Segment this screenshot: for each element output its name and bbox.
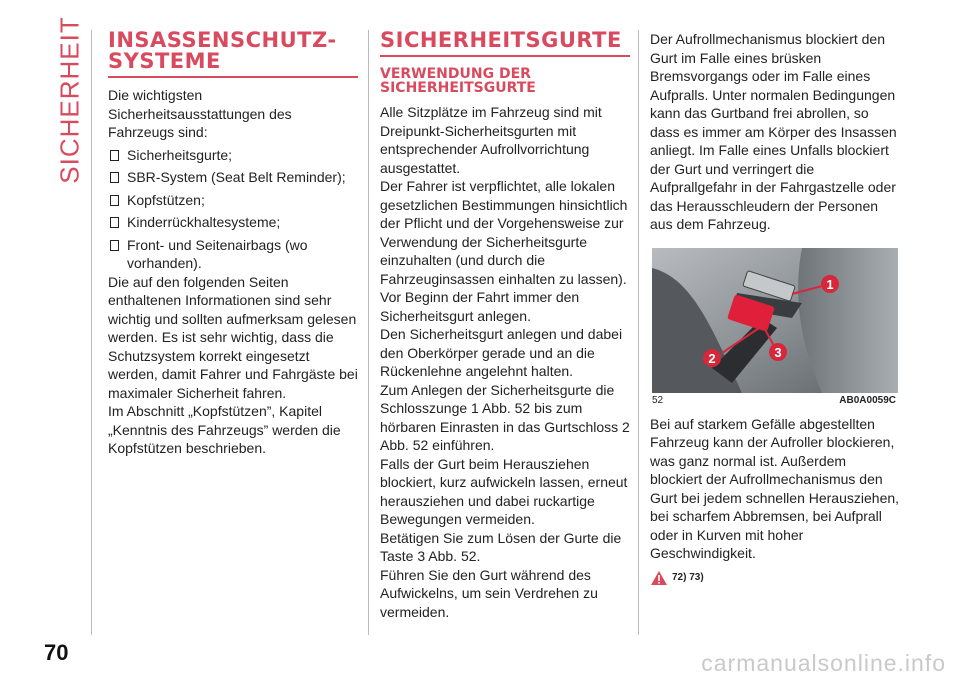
paragraph: Der Fahrer ist verpflichtet, alle lokalen gesetzlichen Bestimmungen hinsichtlich der Pflicht und der Vorgehensweise zur Verwendung der Sicherheitsgurte einzuhalten (und durch die Fahrzeuginsassen einhalten zu lassen). [380,178,628,287]
paragraph: Den Sicherheitsgurt anlegen und dabei den Oberkörper gerade und an die Rückenlehne angelehnt halten. [380,326,623,379]
list-item: Kinderrückhaltesysteme; [108,213,358,232]
heading-rule [108,76,358,78]
figure-code: AB0A0059C [839,394,896,406]
paragraph: Betätigen Sie zum Lösen der Gurte die Taste 3 Abb. 52. [380,529,622,564]
column-divider [638,30,639,635]
bullet-list [108,146,358,273]
column-insassenschutz [108,30,358,458]
paragraph-gefaelle: Bei auf starkem Gefälle abgestellten Fahrzeug kann der Aufroller blockieren, was ganz normal ist. Außerdem blockiert der Aufrollmechanismus den Gurt bei jedem schnellen Herausziehen, bei scharfem Abbremsen, bei Aufprall oder in Kurven mit hoher Geschwindigkeit. [650,415,900,561]
column-divider [368,30,369,635]
figure-caption [652,395,896,407]
warning-references: 72) 73) [650,569,900,588]
intro-text: Die wichtigsten Sicherheitsausstattungen des Fahrzeugs sind: [108,87,292,140]
subheading-verwendung: VERWENDUNG DER SICHERHEITSGURTE [380,66,536,96]
paragraph: Zum Anlegen der Sicherheitsgurte die Schlosszunge 1 Abb. 52 bis zum hörbaren Einrasten in das Gurtschloss 2 Abb. 52 einführen. [380,381,630,453]
svg-text:2: 2 [708,350,716,366]
paragraph: Vor Beginn der Fahrt immer den Sicherheitsgurt anlegen. [380,289,580,324]
checkbox-icon [110,240,119,251]
checkbox-icon [110,150,119,161]
paragraph: Falls der Gurt beim Herausziehen blockiert, kurz aufwickeln lassen, erneut herausziehen und dabei ruckartige Bewegungen vermeiden. [380,455,628,527]
heading-sicherheitsgurte: SICHERHEITSGURTE [380,28,622,52]
list-item: Kopfstützen; [108,191,358,210]
figure-number: 52 [652,394,664,406]
column-aufrollmechanismus [650,30,900,587]
page-number: 70 [44,640,69,665]
watermark: carmanualsonline.info [701,650,946,676]
checkbox-icon [110,195,119,206]
paragraph: Führen Sie den Gurt während des Aufwickelns, um sein Verdrehen zu vermeiden. [380,566,598,620]
heading-rule [380,55,630,57]
list-item: Front- und Seitenairbags (wo vorhanden). [108,236,358,273]
checkbox-icon [110,217,119,228]
heading-insassenschutz: INSASSENSCHUTZ-SYSTEME [108,28,337,73]
svg-text:3: 3 [774,344,782,360]
section-label: SICHERHEIT [54,16,85,184]
paragraph: Alle Sitzplätze im Fahrzeug sind mit Dreipunkt-Sicherheitsgurten mit entsprechender Aufrollvorrichtung ausgestattet. [380,104,602,176]
paragraph-kopfstuetzen: Im Abschnitt „Kopfstützen”, Kapitel „Kenntnis des Fahrzeugs” werden die Kopfstützen beschrieben. [108,403,341,456]
list-item: Sicherheitsgurte; [108,146,358,165]
side-divider [91,30,92,635]
paragraph-aufroller: Der Aufrollmechanismus blockiert den Gurt im Falle eines brüsken Bremsvorgangs oder im Falle eines Aufpralls. Unter normalen Bedingungen kann das Gurtband frei abrollen, so dass es immer am Körper des Insassen anliegt. Im Falle eines Unfalls blockiert der Gurt und verringert die Aufprallgefahr in der Fahrgastzelle oder das Herausschleudern der Personen aus dem Fahrzeug. [650,31,897,232]
paragraph-important: Die auf den folgenden Seiten enthaltenen Informationen sind sehr wichtig und sollten aufmerksam gelesen werden. Es ist sehr wichtig, dass die Schutzsystem korrekt eingesetzt werden, damit Fahrer und Fahrgäste bei maximaler Sicherheit fahren. [108,273,358,401]
list-item: SBR-System (Seat Belt Reminder); [108,168,358,187]
seatbelt-buckle-photo [652,248,898,393]
checkbox-icon [110,172,119,183]
warning-triangle-icon [650,570,668,586]
svg-text:1: 1 [826,276,834,292]
column-sicherheitsgurte [380,30,630,621]
figure-seatbelt-buckle [652,248,898,393]
